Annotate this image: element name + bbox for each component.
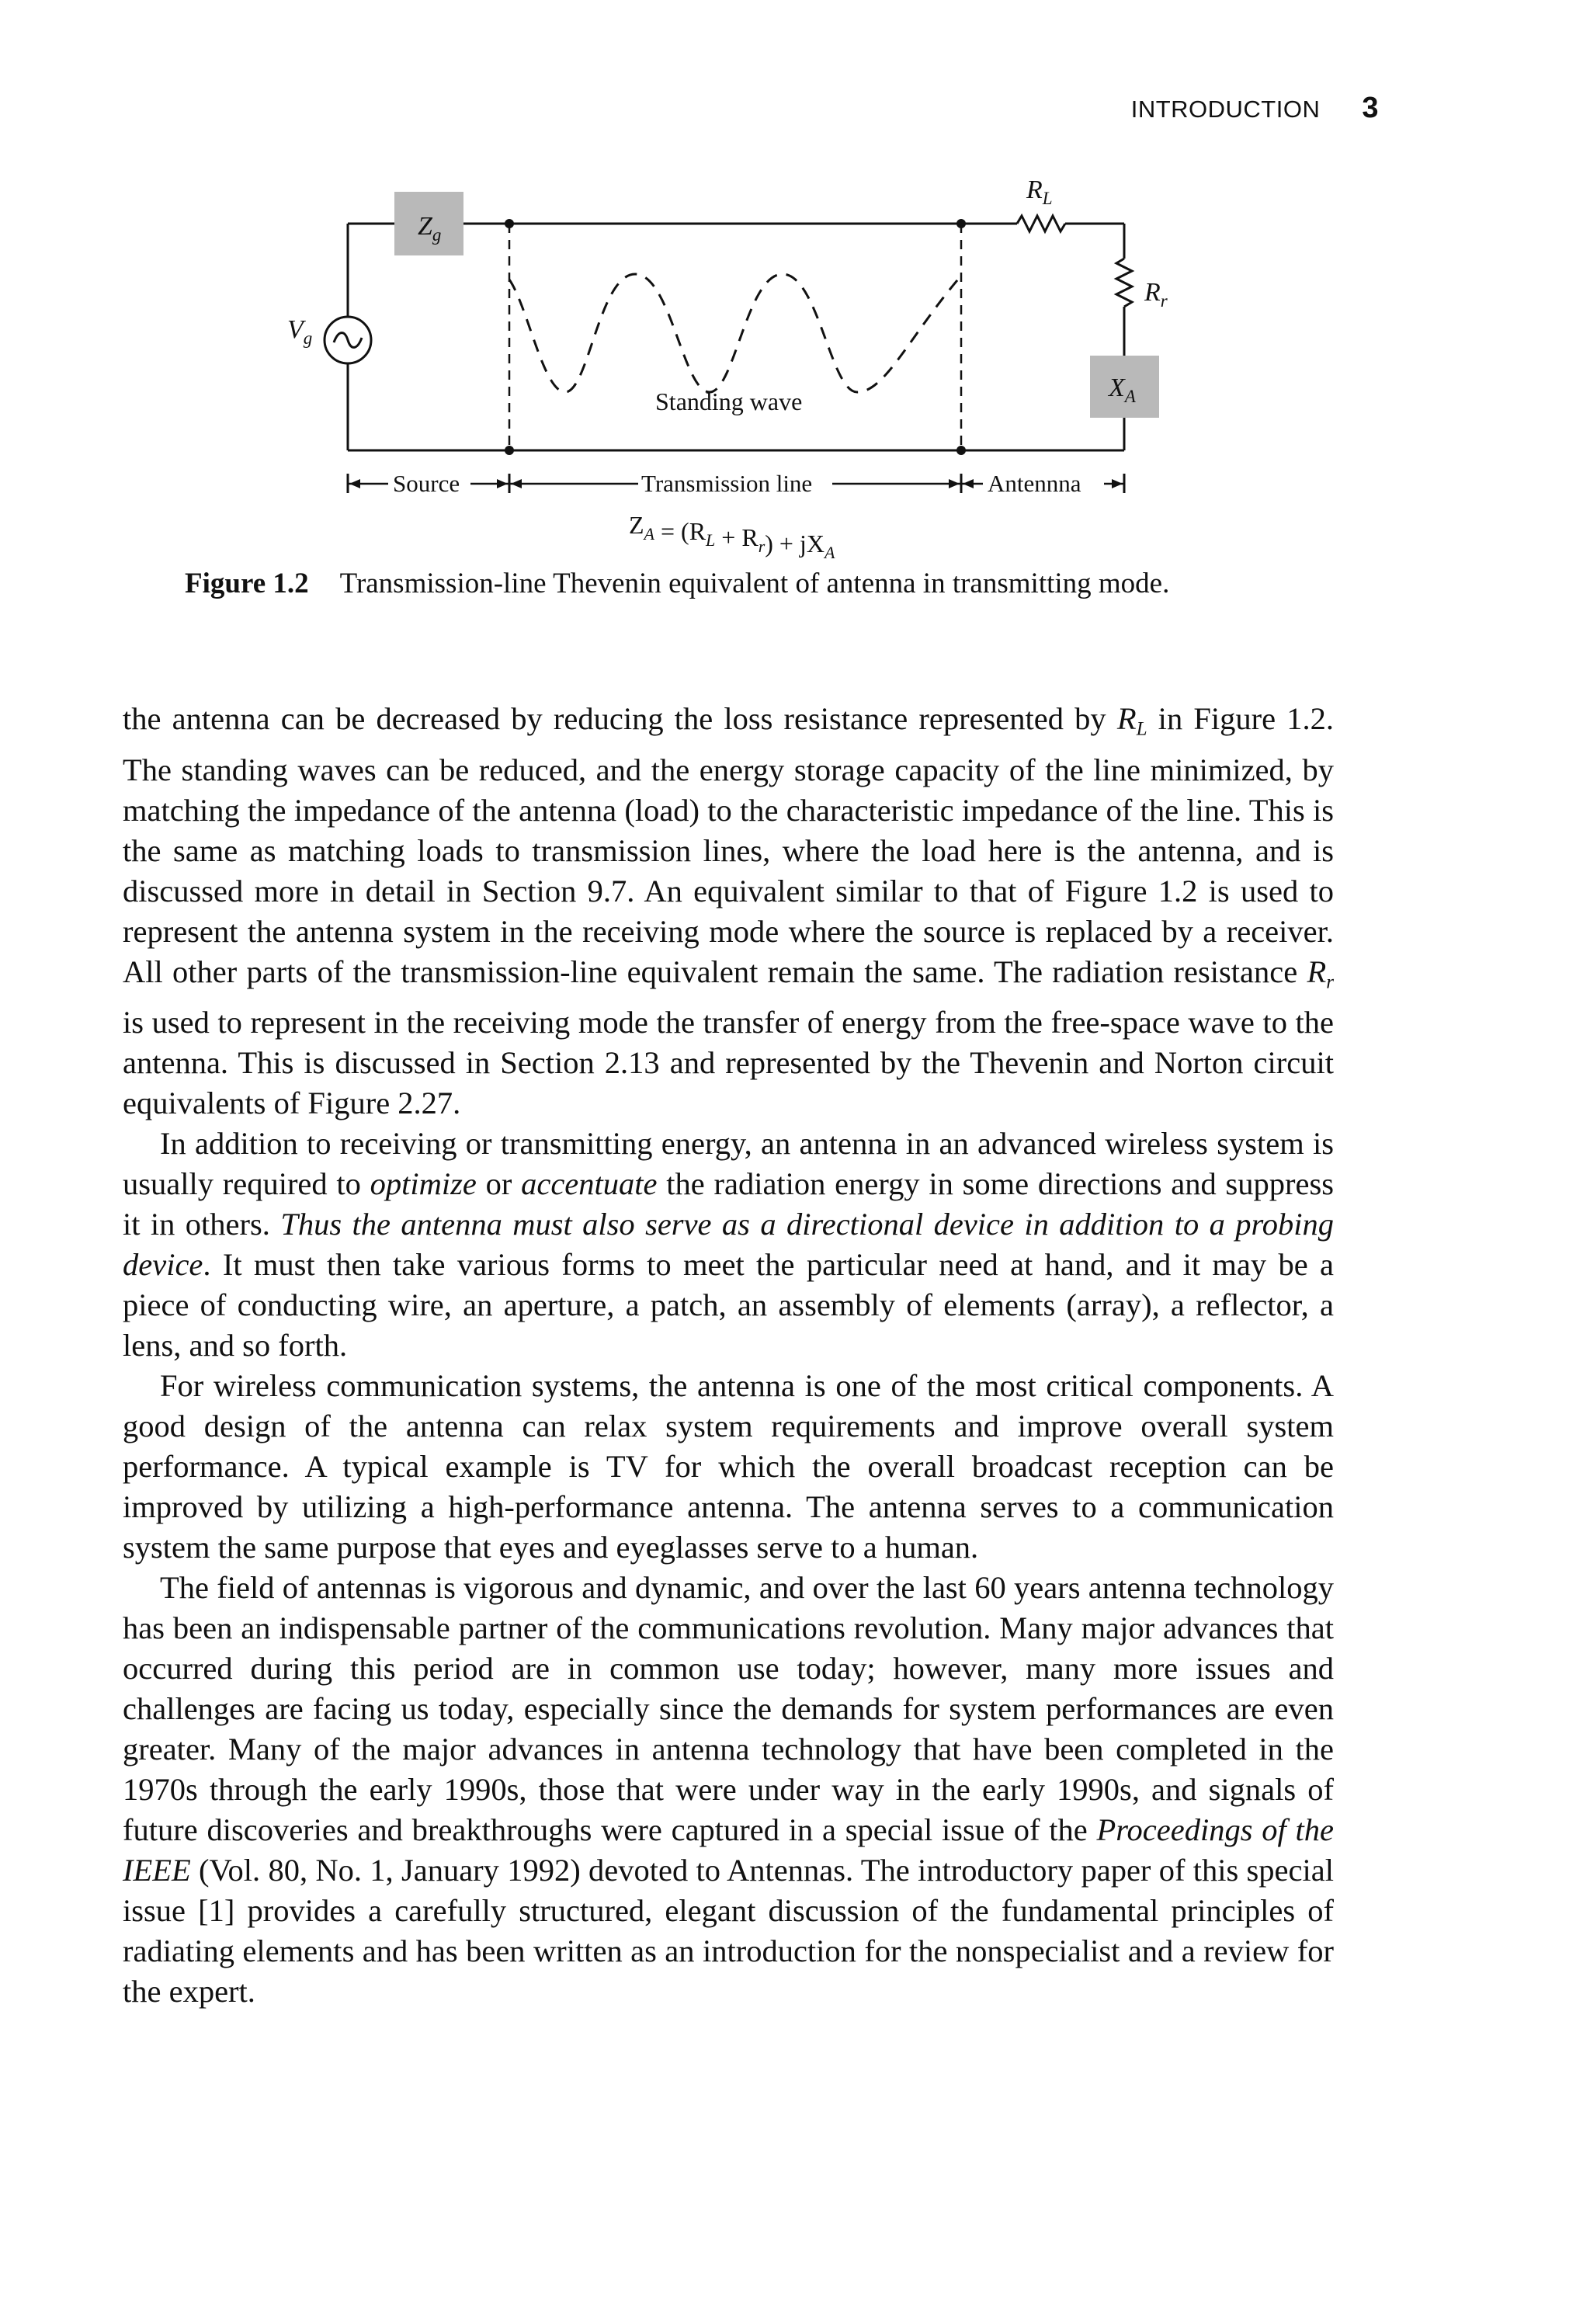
junction-dot	[505, 446, 514, 455]
circuit-figure	[264, 167, 1196, 562]
standing-wave-label: Standing wave	[655, 387, 803, 415]
junction-dot	[505, 219, 514, 228]
sine-symbol	[334, 333, 362, 348]
circuit-diagram	[264, 167, 1196, 562]
figure-caption	[185, 567, 1427, 600]
zg-label: $Z_g$	[418, 212, 442, 245]
paragraph-2: In addition to receiving or transmitting energy, an antenna in an advanced wireless system is usually required to optimize or accentuate the radiation energy in some directions and suppress it in others. Thus the antenna must also serve as a directional device in addition to a probing device. It must then take various forms to meet the particular need at hand, and it may be a piece of conducting wire, an aperture, a patch, an assembly of elements (array), a reflector, a lens, and so forth.	[123, 1126, 1335, 1363]
impedance-equation: $Z_A = (R_L + R_r) + jX_A$	[629, 511, 835, 562]
vg-label: $V_g$	[287, 315, 313, 348]
running-head	[1131, 92, 1379, 125]
rr-resistor	[1116, 259, 1132, 307]
body-text	[123, 699, 1334, 2012]
paragraph-4: The field of antennas is vigorous and dynamic, and over the last 60 years antenna technology has been an indispensable partner of the communications revolution. Many major advances that occurred during this period are in common use today; however, many more issues and challenges are facing us today, especially since the demands for system performances are even greater. Many of the major advances in antenna technology that have been completed in the 1970s through the early 1990s, those that were under way in the early 1990s, and signals of future discoveries and breakthroughs were captured in a special issue of the Proceedings of the IEEE (Vol. 80, No. 1, January 1992) devoted to Antennas. The introductory paper of this special issue [1] provides a carefully structured, elegant discussion of the fundamental principles of radiating elements and has been written as an introduction for the nonspecialist and a review for the expert.	[123, 1570, 1335, 2010]
transmission-line-label: Transmission line	[641, 470, 813, 497]
rl-label: $R_L$	[1026, 175, 1053, 208]
antenna-label: Antennna	[988, 470, 1081, 497]
source-label: Source	[393, 470, 460, 497]
section-title: INTRODUCTION	[1130, 96, 1321, 123]
caption-text: Transmission-line Thevenin equivalent of antenna in transmitting mode.	[339, 568, 1170, 599]
xa-label: $X_A$	[1109, 373, 1136, 406]
rr-label: $R_r$	[1144, 278, 1168, 311]
standing-wave-curve	[509, 274, 961, 392]
junction-dot	[956, 446, 966, 455]
page-number: 3	[1362, 92, 1379, 124]
paragraph-3: For wireless communication systems, the antenna is one of the most critical components. A good design of the antenna can relax system requirements and improve overall system performance. A typical example is TV for which the overall broadcast reception can be improved by utilizing a high-performance antenna. The antenna serves to a communication system the same purpose that eyes and eyeglasses serve to a human.	[123, 1368, 1334, 1565]
junction-dot	[956, 219, 966, 228]
rl-resistor	[1017, 216, 1065, 231]
caption-label: Figure 1.2	[185, 568, 309, 599]
paragraph-1: the antenna can be decreased by reducing the loss resistance represented by $R_L$ in Figure 1.2. The standing waves can be reduced, and the energy storage capacity of the line minimized, by matching the impedance of the antenna (load) to the characteristic impedance of the line. This is the same as matching loads to transmission lines, where the load here is the antenna, and is discussed more in detail in Section 9.7. An equivalent similar to that of Figure 1.2 is used to represent the antenna system in the receiving mode where the source is replaced by a receiver. All other parts of the transmission-line equivalent remain the same. The radiation resistance $R_r$ is used to represent in the receiving mode the transfer of energy from the free-space wave to the antenna. This is discussed in Section 2.13 and represented by the Thevenin and Norton circuit equivalents of Figure 2.27.	[123, 701, 1334, 1121]
